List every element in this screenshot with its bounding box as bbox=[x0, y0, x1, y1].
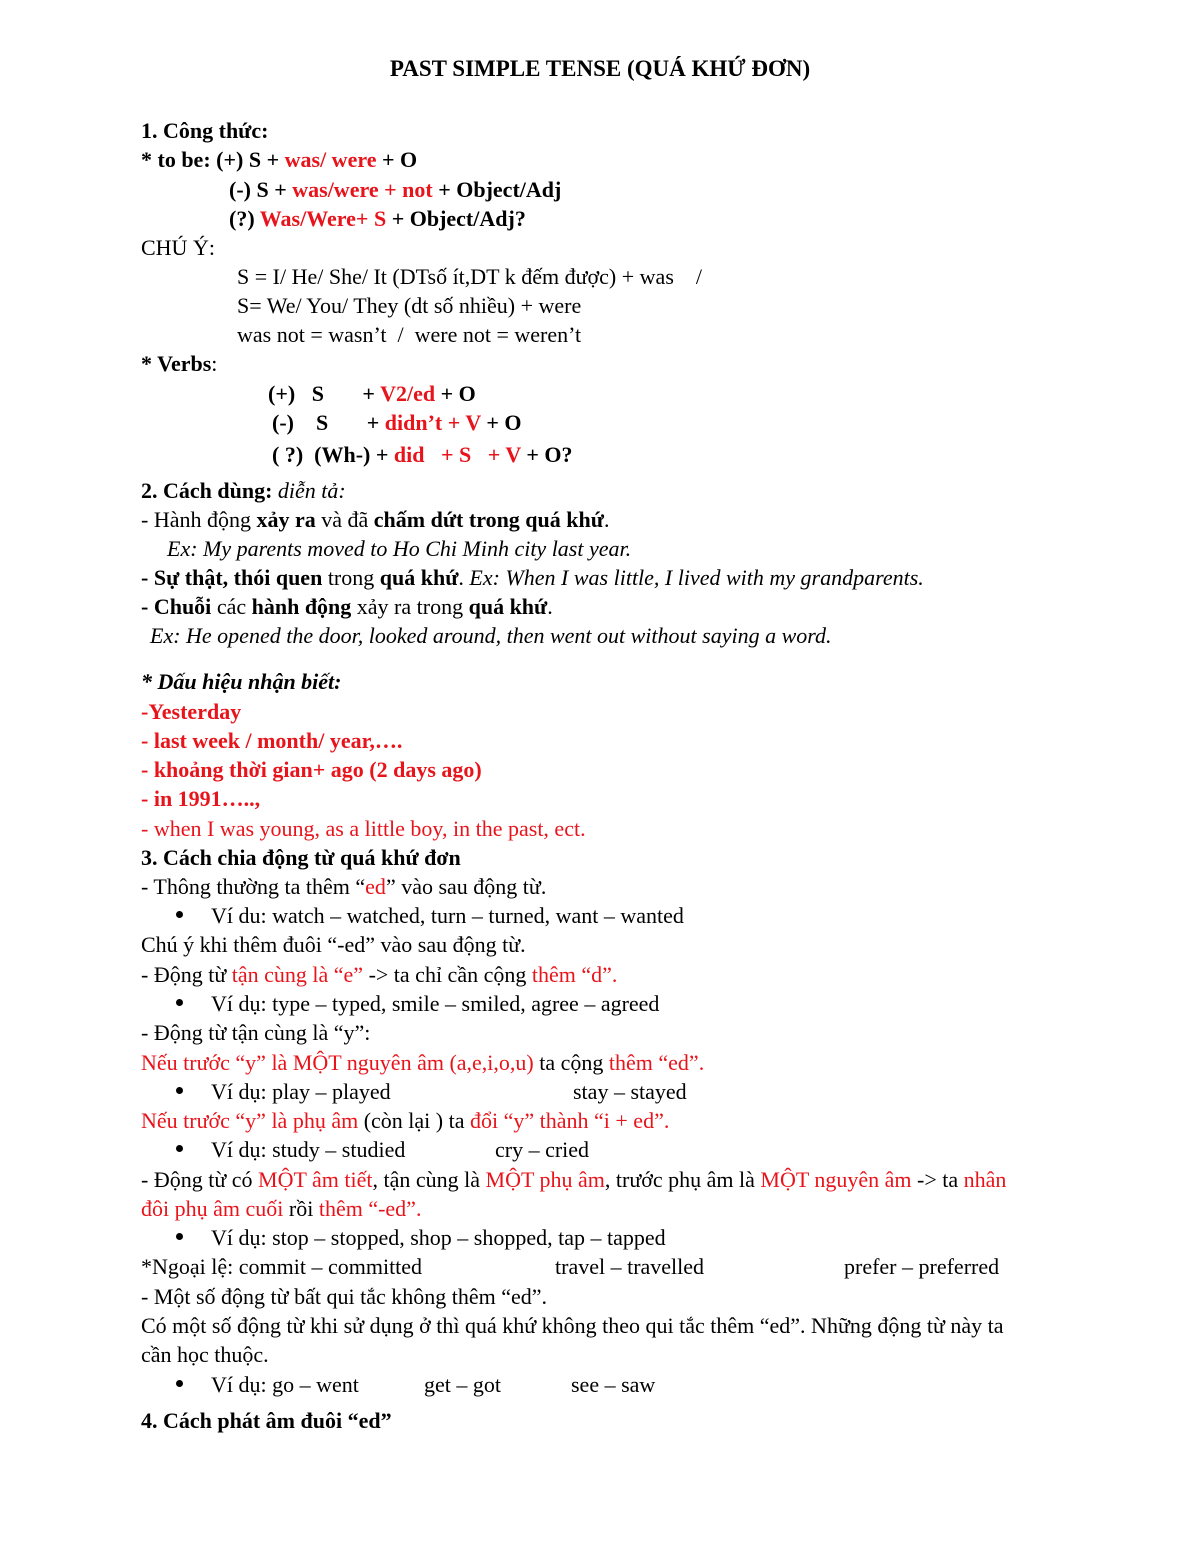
bullet-icon bbox=[176, 911, 183, 918]
u1-d: chấm dứt trong quá khứ bbox=[373, 507, 604, 532]
v-pos-part: (+) S + bbox=[268, 381, 381, 406]
note-line-2: S= We/ You/ They (dt số nhiều) + were bbox=[237, 293, 582, 318]
v-q-tail: + O? bbox=[520, 442, 573, 467]
u2-c: trong bbox=[322, 565, 380, 590]
section-2-heading bbox=[141, 476, 346, 505]
verbs-colon: : bbox=[211, 351, 218, 376]
rule-1 bbox=[141, 872, 546, 901]
usage-3 bbox=[141, 592, 553, 621]
rule-5-b: ta cộng bbox=[533, 1050, 609, 1075]
tobe-q-part: (?) bbox=[229, 206, 260, 231]
u1-c: và đã bbox=[315, 507, 374, 532]
rule-5-a: Nếu trước “y” là MỘT nguyên âm (a,e,i,o,u) bbox=[141, 1050, 534, 1075]
bullet-icon bbox=[176, 999, 183, 1006]
u3-d: hành động bbox=[251, 594, 352, 619]
rule-7-c: , tận cùng là bbox=[372, 1167, 486, 1192]
tobe-question bbox=[229, 204, 526, 233]
rule-3-d: thêm “d”. bbox=[531, 962, 618, 987]
example-2: Ex: When I was little, I lived with my grandparents. bbox=[469, 565, 924, 590]
rule-8-c: thêm “-ed”. bbox=[318, 1196, 422, 1221]
verbs-question bbox=[272, 440, 573, 469]
example-bullet-1: Ví du: watch – watched, turn – turned, want – wanted bbox=[211, 903, 684, 928]
example-bullet-4a: Ví dụ: study – studied bbox=[211, 1137, 406, 1162]
u2-a: - bbox=[141, 565, 154, 590]
u2-b: Sự thật, thói quen bbox=[153, 565, 323, 590]
u3-e: xảy ra trong bbox=[351, 594, 469, 619]
usage-2 bbox=[141, 563, 924, 592]
u3-c: các bbox=[211, 594, 252, 619]
example-bullet-2: Ví dụ: type – typed, smile – smiled, agree – agreed bbox=[211, 991, 660, 1016]
exception-2: travel – travelled bbox=[555, 1254, 705, 1279]
rule-1-b: ed bbox=[365, 874, 386, 899]
example-1: Ex: My parents moved to Ho Chi Minh city last year. bbox=[167, 536, 632, 561]
sign-item: - in 1991….., bbox=[141, 786, 261, 811]
rule-5-c: thêm “ed”. bbox=[608, 1050, 705, 1075]
rule-8-a: đôi phụ âm cuối bbox=[141, 1196, 284, 1221]
example-bullet-6c: see – saw bbox=[571, 1372, 656, 1397]
rule-3-b: tận cùng là “e” bbox=[231, 962, 364, 987]
v-neg-verb: didn’t + V bbox=[384, 410, 481, 435]
u1-b: xảy ra bbox=[256, 507, 316, 532]
note-line-3: was not = wasn’t / were not = weren’t bbox=[237, 322, 582, 347]
example-bullet-5: Ví dụ: stop – stopped, shop – shopped, tap – tapped bbox=[211, 1225, 666, 1250]
v-neg-part: (-) S + bbox=[272, 410, 385, 435]
sign-item: -Yesterday bbox=[141, 699, 242, 724]
rule-9: - Một số động từ bất qui tắc không thêm “ed”. bbox=[141, 1284, 548, 1309]
rule-3-a: - Động từ bbox=[141, 962, 232, 987]
rule-7-b: MỘT âm tiết bbox=[258, 1167, 373, 1192]
sign-item: - last week / month/ year,…. bbox=[141, 728, 403, 753]
verbs-label-text: * Verbs bbox=[141, 351, 212, 376]
bullet-icon bbox=[176, 1233, 183, 1240]
exception-1: *Ngoại lệ: commit – committed bbox=[141, 1254, 423, 1279]
rule-6 bbox=[141, 1106, 669, 1135]
rule-5 bbox=[141, 1048, 704, 1077]
section-3-heading: 3. Cách chia động từ quá khứ đơn bbox=[141, 845, 461, 870]
example-bullet-6a: Ví dụ: go – went bbox=[211, 1372, 359, 1397]
rule-8 bbox=[141, 1194, 421, 1223]
section-2-tail: diễn tả: bbox=[272, 478, 346, 503]
rule-11: cần học thuộc. bbox=[141, 1342, 269, 1367]
tobe-negative bbox=[229, 175, 561, 204]
tobe-positive bbox=[141, 145, 417, 174]
sign-item: - when I was young, as a little boy, in the past, ect. bbox=[141, 816, 586, 841]
v-neg-tail: + O bbox=[480, 410, 522, 435]
sign-item: - khoảng thời gian+ ago (2 days ago) bbox=[141, 757, 482, 782]
rule-7-e: , trước phụ âm là bbox=[604, 1167, 761, 1192]
u2-d: quá khứ bbox=[379, 565, 459, 590]
tobe-q-verb: Was/Were+ S bbox=[259, 206, 387, 231]
section-1-heading: 1. Công thức: bbox=[141, 118, 269, 143]
u3-g: . bbox=[547, 594, 553, 619]
verbs-label bbox=[141, 349, 217, 378]
rule-7-g: -> ta bbox=[911, 1167, 964, 1192]
tobe-pos-tail: + O bbox=[376, 147, 418, 172]
rule-6-b: (còn lại ) ta bbox=[358, 1108, 470, 1133]
rule-7-d: MỘT phụ âm bbox=[485, 1167, 605, 1192]
tobe-pos-part: (+) S + bbox=[216, 147, 285, 172]
rule-3 bbox=[141, 960, 617, 989]
rule-4: - Động từ tận cùng là “y”: bbox=[141, 1020, 371, 1045]
v-pos-verb: V2/ed bbox=[380, 381, 436, 406]
verbs-negative bbox=[272, 408, 522, 437]
u3-b: Chuỗi bbox=[153, 594, 212, 619]
u1-e: . bbox=[603, 507, 610, 532]
rule-7-a: - Động từ có bbox=[141, 1167, 259, 1192]
signs-heading: * Dấu hiệu nhận biết: bbox=[141, 669, 342, 694]
tobe-neg-tail: + Object/Adj bbox=[432, 177, 562, 202]
tobe-label: * to be: bbox=[141, 147, 217, 172]
bullet-icon bbox=[176, 1380, 183, 1387]
u3-f: quá khứ bbox=[468, 594, 548, 619]
rule-10: Có một số động từ khi sử dụng ở thì quá khứ không theo qui tắc thêm “ed”. Những động từ này ta bbox=[141, 1313, 1004, 1338]
example-3: Ex: He opened the door, looked around, then went out without saying a word. bbox=[150, 623, 832, 648]
tobe-q-tail: + Object/Adj? bbox=[386, 206, 526, 231]
rule-7 bbox=[141, 1165, 1006, 1194]
rule-8-b: rồi bbox=[283, 1196, 319, 1221]
note-line-1: S = I/ He/ She/ It (DTsố ít,DT k đếm được) + was / bbox=[237, 264, 702, 289]
rule-7-f: MỘT nguyên âm bbox=[760, 1167, 912, 1192]
tobe-pos-verb: was/ were bbox=[284, 147, 377, 172]
example-bullet-4b: cry – cried bbox=[495, 1137, 590, 1162]
tobe-neg-verb: was/were + not bbox=[292, 177, 433, 202]
verbs-positive bbox=[268, 379, 476, 408]
example-bullet-3b: stay – stayed bbox=[573, 1079, 687, 1104]
usage-1 bbox=[141, 505, 609, 534]
rule-7-h: nhân bbox=[963, 1167, 1007, 1192]
example-bullet-6b: get – got bbox=[424, 1372, 501, 1397]
note-label: CHÚ Ý: bbox=[141, 235, 215, 260]
section-2-title: 2. Cách dùng: bbox=[141, 478, 273, 503]
u3-a: - bbox=[141, 594, 154, 619]
page-title: PAST SIMPLE TENSE (QUÁ KHỨ ĐƠN) bbox=[389, 56, 811, 81]
exception-3: prefer – preferred bbox=[844, 1254, 1000, 1279]
rule-3-c: -> ta chỉ cần cộng bbox=[363, 962, 532, 987]
tobe-neg-part: (-) S + bbox=[229, 177, 293, 202]
bullet-icon bbox=[176, 1087, 183, 1094]
bullet-icon bbox=[176, 1145, 183, 1152]
u1-a: - Hành động bbox=[141, 507, 257, 532]
v-q-part: ( ?) (Wh-) + bbox=[272, 442, 394, 467]
v-q-verb: did + S + V bbox=[393, 442, 521, 467]
section-4-heading: 4. Cách phát âm đuôi “ed” bbox=[141, 1408, 392, 1433]
rule-2: Chú ý khi thêm đuôi “-ed” vào sau động từ. bbox=[141, 932, 526, 957]
u2-e: . bbox=[458, 565, 470, 590]
rule-6-a: Nếu trước “y” là phụ âm bbox=[141, 1108, 359, 1133]
example-bullet-3a: Ví dụ: play – played bbox=[211, 1079, 391, 1104]
rule-1-c: ” vào sau động từ. bbox=[385, 874, 547, 899]
rule-1-a: - Thông thường ta thêm “ bbox=[141, 874, 366, 899]
rule-6-c: đổi “y” thành “i + ed”. bbox=[470, 1108, 670, 1133]
v-pos-tail: + O bbox=[435, 381, 476, 406]
